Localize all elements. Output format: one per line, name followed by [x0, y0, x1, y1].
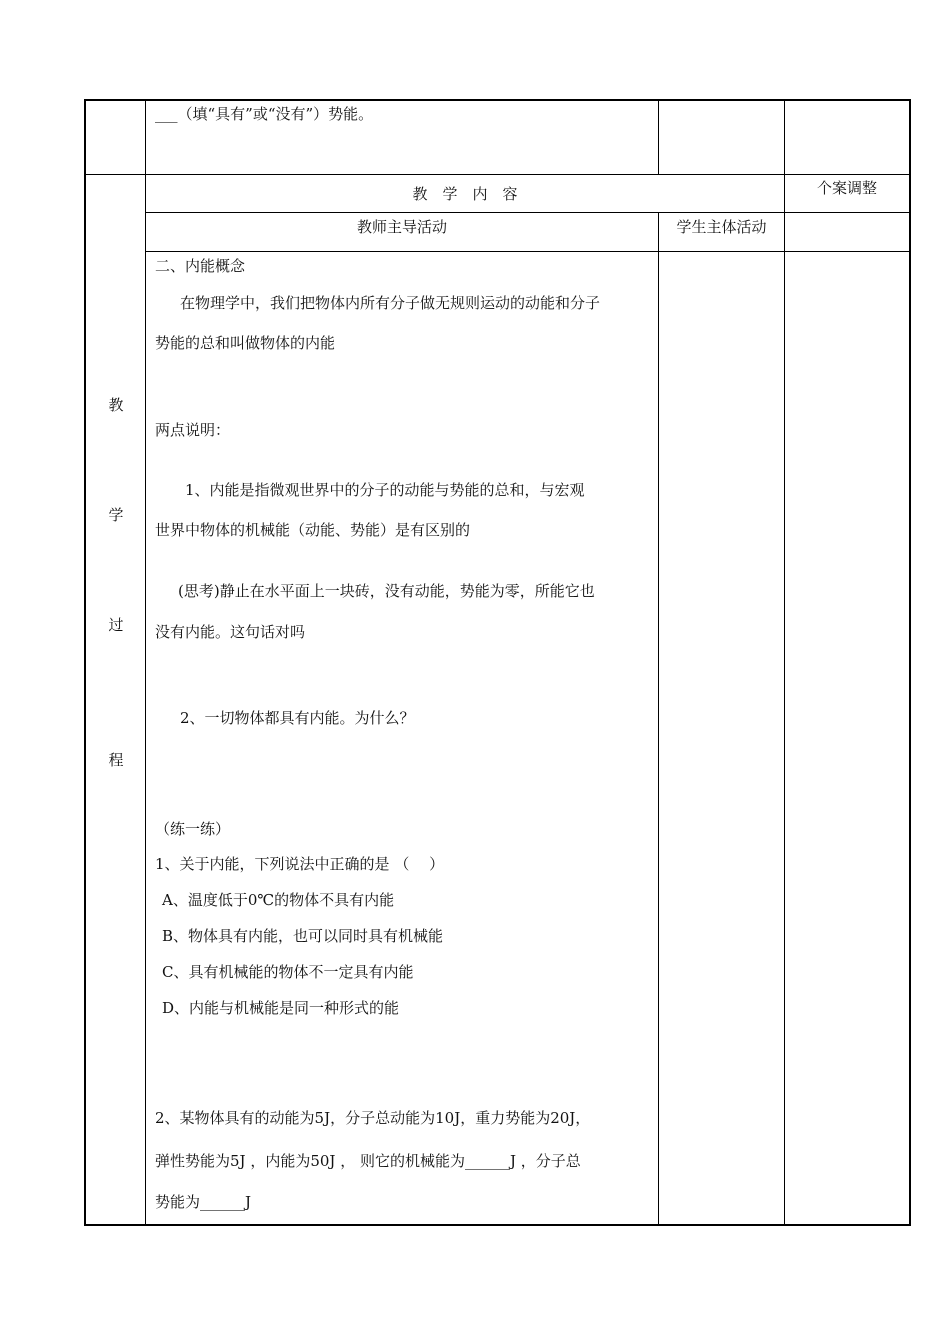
- col-divider-adjust: [784, 99, 785, 1226]
- practice-label: （练一练）: [155, 820, 231, 838]
- student-activity-header: 学生主体活动: [676, 218, 767, 236]
- question2-line-3: 势能为______J: [155, 1193, 252, 1211]
- content-title: 教 学 内 容: [412, 185, 518, 203]
- adjust-header: 个案调整: [816, 179, 877, 197]
- row-divider-top: [84, 174, 911, 175]
- q1-option-d: D、内能与机械能是同一种形式的能: [162, 999, 400, 1017]
- table-left-border: [84, 99, 86, 1226]
- q1-option-b: B、物体具有内能，也可以同时具有机械能: [162, 927, 444, 945]
- side-label-char-1: 教: [108, 396, 124, 414]
- teacher-activity-header: 教师主导活动: [356, 218, 447, 236]
- question2-line-2: 弹性势能为5J ，内能为50J ， 则它的机械能为______J ，分子总: [155, 1152, 581, 1170]
- col-divider-side: [145, 99, 146, 1226]
- q1-option-a: A、温度低于0℃的物体不具有内能: [162, 891, 395, 909]
- table-right-border: [909, 99, 911, 1226]
- question2-line-1: 2、某物体具有的动能为5J，分子总动能为10J，重力势能为20J，: [155, 1109, 591, 1127]
- point2-text: 2、一切物体都具有内能。为什么？: [180, 709, 415, 727]
- fill-blank-text: ___（填“具有”或“没有”）势能。: [155, 105, 374, 123]
- col-divider-student-lower: [658, 212, 659, 1226]
- q1-option-c: C、具有机械能的物体不一定具有内能: [162, 963, 414, 981]
- col-divider-student: [658, 99, 659, 175]
- table-top-border: [84, 99, 911, 101]
- definition-line-2: 势能的总和叫做物体的内能: [155, 334, 336, 352]
- think-line-1: (思考)静止在水平面上一块砖，没有动能，势能为零，所能它也: [178, 582, 595, 600]
- question1: 1、关于内能，下列说法中正确的是 （ ）: [155, 855, 445, 873]
- think-line-2: 没有内能。这句话对吗: [155, 623, 306, 641]
- point1-line-2: 世界中物体的机械能（动能、势能）是有区别的: [155, 521, 471, 539]
- point1-line-1: 1、内能是指微观世界中的分子的动能与势能的总和，与宏观: [185, 481, 585, 499]
- side-label-char-3: 过: [108, 616, 124, 634]
- row-divider-header: [145, 212, 911, 213]
- side-label-char-4: 程: [108, 751, 124, 769]
- table-bottom-border: [84, 1224, 911, 1226]
- two-points-label: 两点说明：: [155, 421, 231, 439]
- definition-line-1: 在物理学中，我们把物体内所有分子做无规则运动的动能和分子: [180, 294, 601, 312]
- row-divider-subheader: [145, 251, 911, 252]
- side-label-char-2: 学: [108, 506, 124, 524]
- section-title: 二、内能概念: [155, 257, 246, 275]
